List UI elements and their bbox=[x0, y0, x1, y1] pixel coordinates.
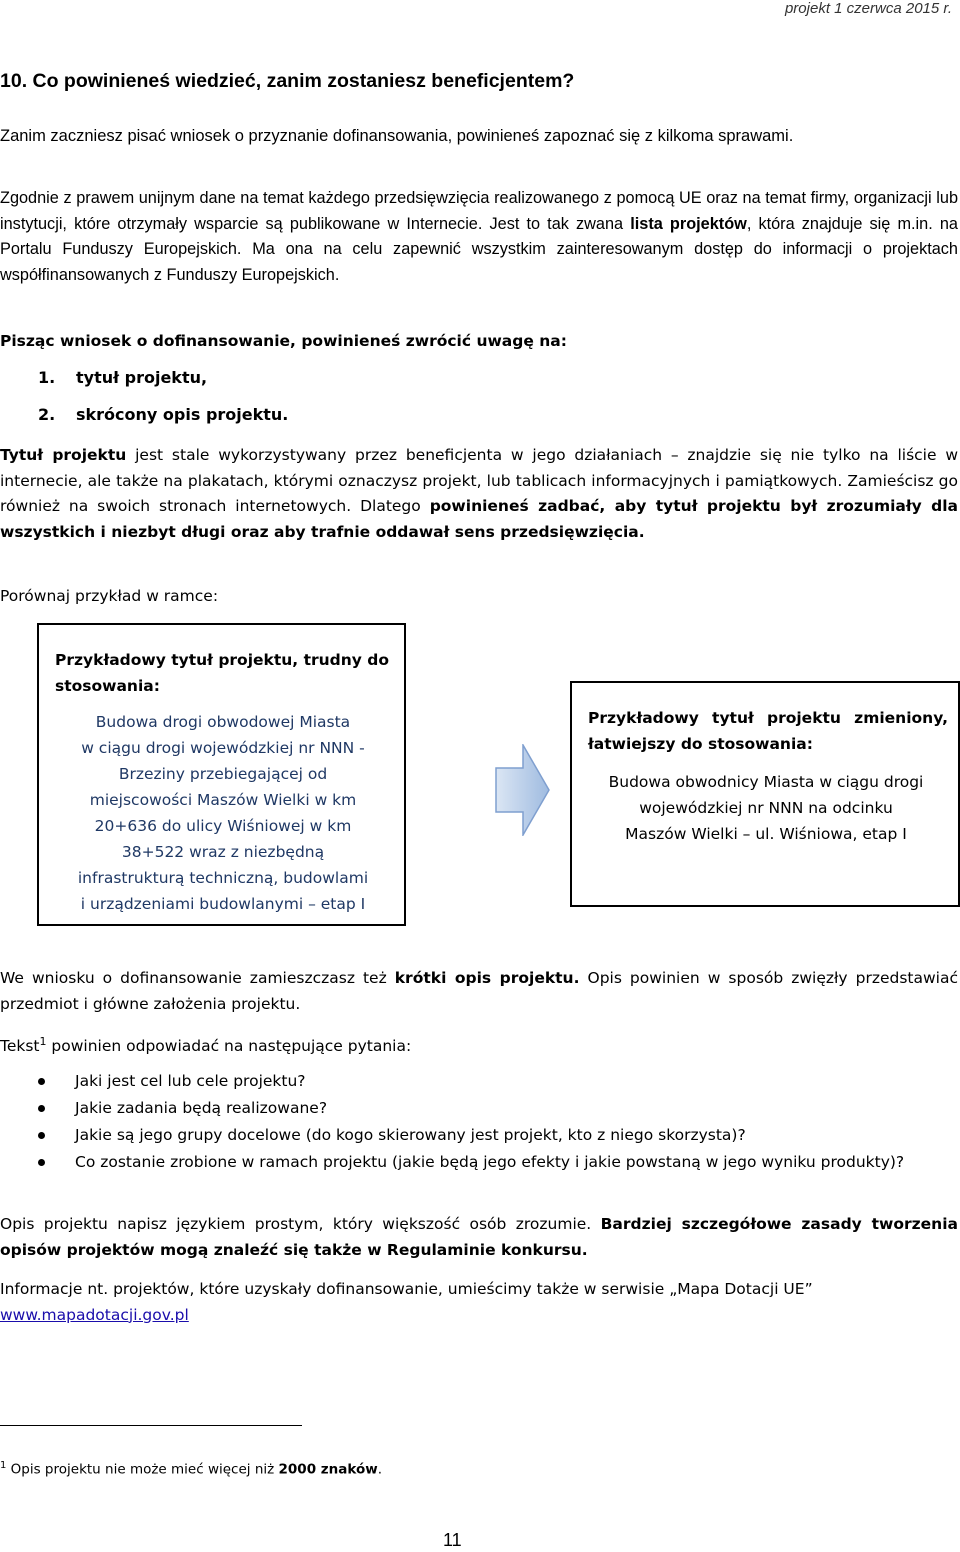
p6-text-c: Opis powinien w sposób zwięzły przedstawiać przedmiot i główne założenia projektu. bbox=[0, 969, 958, 1013]
improved-title-line: Maszów Wielki – ul. Wiśniowa, etap I bbox=[625, 825, 907, 843]
example-box-difficult-body bbox=[53, 709, 393, 917]
difficult-title-line: miejscowości Maszów Wielki w km bbox=[89, 791, 357, 809]
p2-text-d: Ma ona na celu zapewnić wszystkim zainteresowanym dostęp do informacji o projektach współfinansowanych z Funduszy Europejskich. bbox=[0, 240, 958, 284]
p4-bold-advice: powinieneś zadbać, aby tytuł projektu był zrozumiały dla wszystkich i niezbyt długi oraz aby trafnie oddawał sens przedsięwzięcia. bbox=[0, 497, 958, 541]
footnote-text-c: . bbox=[377, 1461, 383, 1478]
bullet-icon bbox=[38, 1159, 45, 1166]
p2-text-c: , która znajduje się m.in. na Portalu Funduszy Europejskich. bbox=[0, 214, 958, 258]
difficult-title-line: 20+636 do ulicy Wiśniowej w km bbox=[94, 817, 352, 835]
p2-bold-list: lista projektów bbox=[630, 214, 747, 233]
list-item bbox=[0, 1068, 940, 1095]
difficult-title-line: 38+522 wraz z niezbędną bbox=[121, 843, 325, 861]
intro-paragraph: Zanim zaczniesz pisać wniosek o przyznanie dofinansowania, powinieneś zapoznać się z kilkoma sprawami. bbox=[0, 127, 794, 145]
bullet-icon bbox=[38, 1078, 45, 1085]
footnote-text-a: Opis projektu nie może mieć więcej niż bbox=[6, 1461, 279, 1478]
questions-intro bbox=[0, 1029, 958, 1060]
numbered-item-1-text: tytuł projektu, bbox=[76, 368, 208, 387]
footnote-ref: 1 bbox=[39, 1035, 47, 1048]
improved-title-line: wojewódzkiej nr NNN na odcinku bbox=[639, 799, 893, 817]
p7-text-a: Tekst bbox=[0, 1037, 40, 1056]
mapadotacji-link[interactable]: www.mapadotacji.gov.pl bbox=[0, 1305, 189, 1324]
header-note: projekt 1 czerwca 2015 r. bbox=[784, 0, 952, 17]
plain-language-paragraph bbox=[0, 1212, 958, 1263]
footnote-divider bbox=[0, 1425, 302, 1426]
footnote-number: 1 bbox=[0, 1460, 7, 1471]
numbered-item-1 bbox=[38, 368, 207, 387]
difficult-title-line: Brzeziny przebiegającej od bbox=[118, 765, 328, 783]
map-info-paragraph bbox=[0, 1277, 958, 1328]
list-item bbox=[0, 1122, 940, 1149]
example-box-difficult-title: Przykładowy tytuł projektu, trudny do stosowania: bbox=[55, 651, 390, 695]
difficult-title-line: w ciągu drogi wojewódzkiej nr NNN - bbox=[81, 739, 365, 757]
example-box-improved-body bbox=[584, 769, 948, 847]
p6-bold: krótki opis projektu. bbox=[394, 969, 580, 987]
example-box-improved bbox=[570, 681, 960, 907]
footnote bbox=[0, 1460, 382, 1478]
difficult-title-line: infrastrukturą techniczną, budowlami bbox=[77, 869, 369, 887]
improved-title-line: Budowa obwodnicy Miasta w ciągu drogi bbox=[608, 773, 924, 791]
questions-list bbox=[0, 1068, 940, 1176]
numbered-item-2-number: 2. bbox=[38, 405, 56, 424]
bullet-icon bbox=[38, 1132, 45, 1139]
right-arrow-icon bbox=[495, 744, 551, 836]
example-box-difficult bbox=[37, 623, 406, 926]
p9-text: Informacje nt. projektów, które uzyskały dofinansowanie, umieścimy także w serwisie „Mapa Dotacji UE” bbox=[0, 1280, 813, 1298]
p2-text-a: Zgodnie z prawem unijnym dane na temat każdego przedsięwzięcia realizowanego z pomocą UE oraz na temat firmy, organizacji lub instytucji, które otrzymały wsparcie są publikowane w Internecie. Jest to tak zwana bbox=[0, 189, 958, 233]
p8-text-a: Opis projektu napisz językiem prostym, który większość osób zrozumie. bbox=[0, 1215, 601, 1233]
list-item bbox=[0, 1149, 940, 1176]
page-number: 11 bbox=[443, 1530, 462, 1550]
section-heading: 10. Co powinieneś wiedzieć, zanim zostaniesz beneficjentem? bbox=[0, 70, 575, 92]
list-item bbox=[0, 1095, 940, 1122]
difficult-title-line: i urządzeniami budowlanymi – etap I bbox=[80, 895, 366, 913]
question-text: Jakie są jego grupy docelowe (do kogo skierowany jest projekt, kto z niego skorzysta)? bbox=[75, 1126, 746, 1144]
question-text: Co zostanie zrobione w ramach projektu (jakie będą jego efekty i jakie powstaną w jego wyniku produkty)? bbox=[75, 1153, 905, 1171]
question-text: Jakie zadania będą realizowane? bbox=[75, 1099, 328, 1117]
question-text: Jaki jest cel lub cele projektu? bbox=[75, 1072, 306, 1090]
short-description-paragraph bbox=[0, 966, 958, 1017]
list-of-projects-paragraph bbox=[0, 186, 958, 288]
p4-text: jest stale wykorzystywany przez beneficjenta w jego działaniach – znajdzie się nie tylko na liście w internecie, ale także na plakatach, którymi oznaczysz projekt, lub tablicach informacyjnych i pamiątkowych. Zamieścisz go również na swoich stronach internetowych. Dlatego bbox=[0, 446, 958, 515]
numbered-item-2 bbox=[38, 405, 288, 424]
numbered-item-1-number: 1. bbox=[38, 368, 56, 387]
p6-text-a: We wniosku o dofinansowanie zamieszczasz też bbox=[0, 969, 395, 987]
title-paragraph bbox=[0, 443, 958, 545]
numbered-item-2-text: skrócony opis projektu. bbox=[76, 405, 289, 424]
compare-intro: Porównaj przykład w ramce: bbox=[0, 587, 219, 605]
attention-heading: Pisząc wniosek o dofinansowanie, powinieneś zwrócić uwagę na: bbox=[0, 332, 567, 350]
p8-bold: Bardziej szczegółowe zasady tworzenia opisów projektów mogą znaleźć się także w Regulaminie konkursu. bbox=[0, 1215, 958, 1259]
bullet-icon bbox=[38, 1105, 45, 1112]
footnote-bold: 2000 znaków bbox=[278, 1461, 378, 1478]
difficult-title-line: Budowa drogi obwodowej Miasta bbox=[95, 713, 351, 731]
example-box-improved-title: Przykładowy tytuł projektu zmieniony, łatwiejszy do stosowania: bbox=[588, 709, 948, 753]
p7-text-b: powinien odpowiadać na następujące pytania: bbox=[46, 1037, 412, 1056]
p4-bold-title: Tytuł projektu bbox=[0, 446, 127, 464]
